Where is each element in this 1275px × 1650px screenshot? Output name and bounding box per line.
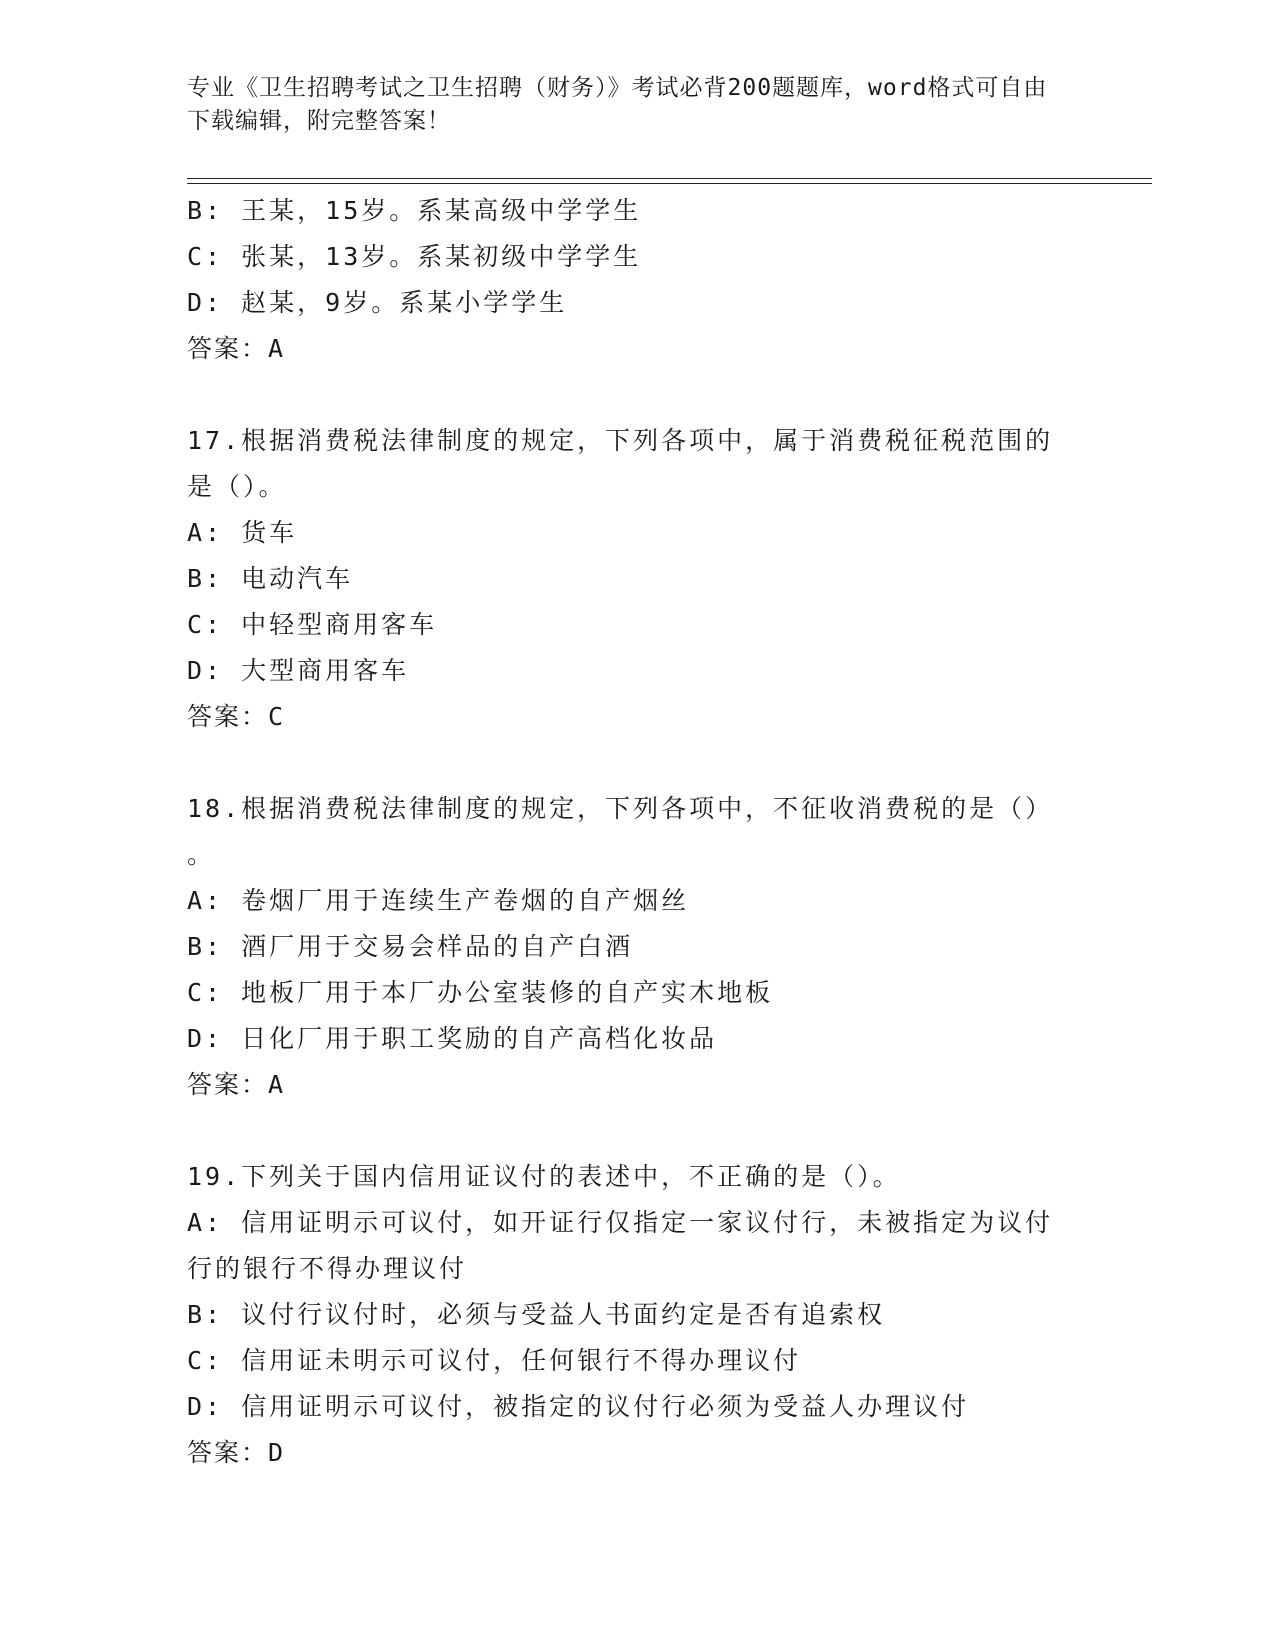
option-b: B: 议付行议付时，必须与受益人书面约定是否有追索权 [187,1300,886,1329]
question-17 [187,418,1087,740]
answer-label: 答案： [187,1438,269,1467]
option-b: B: 王某，15岁。系某高级中学学生 [187,196,642,225]
option-a: A: 货车 [187,518,298,547]
option-c: C: 张某，13岁。系某初级中学学生 [187,242,642,271]
option-a: A: 卷烟厂用于连续生产卷烟的自产烟丝 [187,886,690,915]
option-a-continued: 行的银行不得办理议付 [187,1254,468,1283]
question-list [187,188,1087,1476]
option-a: A: 信用证明示可议付，如开证行仅指定一家议付行，未被指定为议付 [187,1208,1054,1237]
question-18 [187,786,1087,1108]
answer-line [187,1430,1087,1476]
option-b: B: 电动汽车 [187,564,354,593]
question-stem: 17.根据消费税法律制度的规定，下列各项中，属于消费税征税范围的 [187,426,1054,455]
header-divider-top [187,178,1152,179]
option-b: B: 酒厂用于交易会样品的自产白酒 [187,932,634,961]
answer-value: A [268,1070,286,1099]
option-c: C: 中轻型商用客车 [187,610,438,639]
question-stem-continued: 。 [187,840,216,869]
answer-label: 答案： [187,1070,269,1099]
option-d: D: 大型商用客车 [187,656,410,685]
header-divider-bottom [187,183,1152,184]
answer-value: C [268,702,286,731]
option-d: D: 信用证明示可议付，被指定的议付行必须为受益人办理议付 [187,1392,970,1421]
answer-value: A [268,334,286,363]
option-c: C: 信用证未明示可议付，任何银行不得办理议付 [187,1346,802,1375]
question-stem-continued: 是（）。 [187,472,287,501]
answer-value: D [268,1438,286,1467]
option-d: D: 日化厂用于职工奖励的自产高档化妆品 [187,1024,718,1053]
option-d: D: 赵某，9岁。系某小学学生 [187,288,568,317]
answer-line [187,1062,1087,1108]
option-c: C: 地板厂用于本厂办公室装修的自产实木地板 [187,978,774,1007]
question-16 [187,188,1087,372]
question-19 [187,1154,1087,1476]
answer-line [187,694,1087,740]
answer-line [187,326,1087,372]
question-stem: 18.根据消费税法律制度的规定，下列各项中，不征收消费税的是（） [187,794,1054,823]
answer-label: 答案： [187,334,269,363]
question-stem: 19.下列关于国内信用证议付的表述中，不正确的是（）。 [187,1162,901,1191]
document-header: 专业《卫生招聘考试之卫生招聘（财务）》考试必背200题题库，word格式可自由下载编辑，附完整答案！ [187,75,1048,134]
answer-label: 答案： [187,702,269,731]
